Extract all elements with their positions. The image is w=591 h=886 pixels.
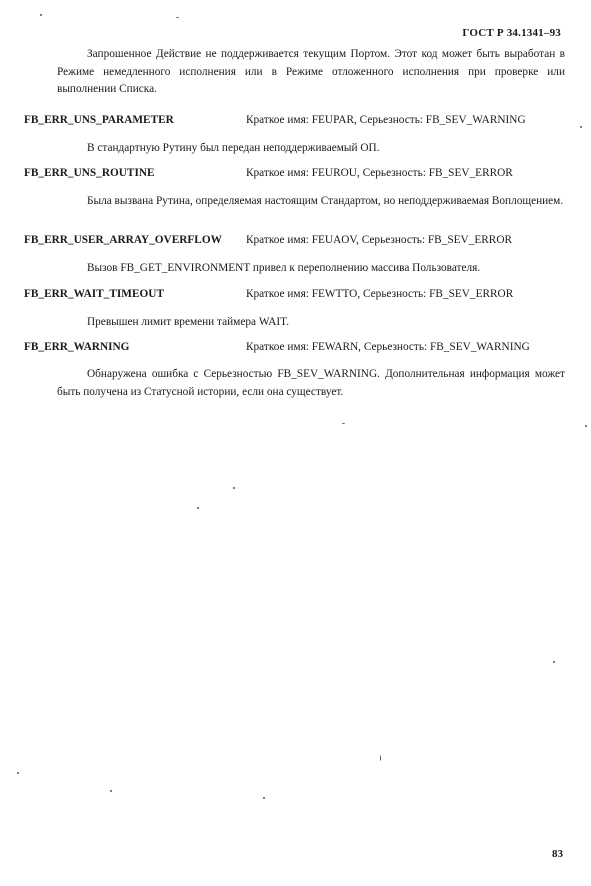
scan-speck (233, 487, 235, 489)
entry-body-uns-routine: Была вызвана Рутина, определяемая настоящим Стандартом, но неподдерживаемая Воплощением. (87, 195, 564, 207)
page-number: 83 (552, 848, 563, 860)
entry-body-user-array-overflow: Вызов FB_GET_ENVIRONMENT привел к переполнению массива Пользователя. (87, 262, 481, 274)
scan-speck (585, 425, 587, 427)
scan-speck (553, 661, 555, 663)
scan-speck (197, 507, 199, 509)
scan-speck (263, 797, 265, 799)
scan-speck (40, 14, 42, 16)
entry-code-user-array-overflow: FB_ERR_USER_ARRAY_OVERFLOW (24, 234, 222, 246)
scan-speck (110, 790, 112, 792)
intro-paragraph: Запрошенное Действие не поддерживается текущим Портом. Этот код может быть выработан в Режиме немедленного исполнения или в Режиме отложенного исполнения при проверке или выполнении Списка. (57, 48, 565, 95)
entry-desc-uns-parameter: Краткое имя: FEUPAR, Серьезность: FB_SEV_WARNING (246, 114, 526, 126)
entry-desc-wait-timeout: Краткое имя: FEWTTO, Серьезность: FB_SEV_ERROR (246, 288, 514, 300)
page-header: ГОСТ Р 34.1341–93 (462, 27, 561, 39)
entry-code-uns-routine: FB_ERR_UNS_ROUTINE (24, 167, 155, 179)
scan-speck (380, 755, 381, 761)
entry-code-uns-parameter: FB_ERR_UNS_PARAMETER (24, 114, 174, 126)
entry-body-wait-timeout: Превышен лимит времени таймера WAIT. (87, 316, 290, 328)
entry-desc-uns-routine: Краткое имя: FEUROU, Серьезность: FB_SEV_ERROR (246, 167, 513, 179)
scan-speck (580, 126, 582, 128)
entry-body-uns-parameter: В стандартную Рутину был передан неподдерживаемый ОП. (87, 142, 380, 154)
scan-speck (342, 423, 345, 424)
entry-desc-warning: Краткое имя: FEWARN, Серьезность: FB_SEV_WARNING (246, 341, 530, 353)
entry-code-warning: FB_ERR_WARNING (24, 341, 130, 353)
entry-body-warning: Обнаружена ошибка с Серьезностью FB_SEV_WARNING. Дополнительная информация может быть получена из Статусной истории, если она существует. (57, 368, 565, 398)
entry-desc-user-array-overflow: Краткое имя: FEUAOV, Серьезность: FB_SEV_ERROR (246, 234, 513, 246)
scan-speck (176, 17, 179, 18)
entry-code-wait-timeout: FB_ERR_WAIT_TIMEOUT (24, 288, 164, 300)
scan-speck (17, 772, 19, 774)
